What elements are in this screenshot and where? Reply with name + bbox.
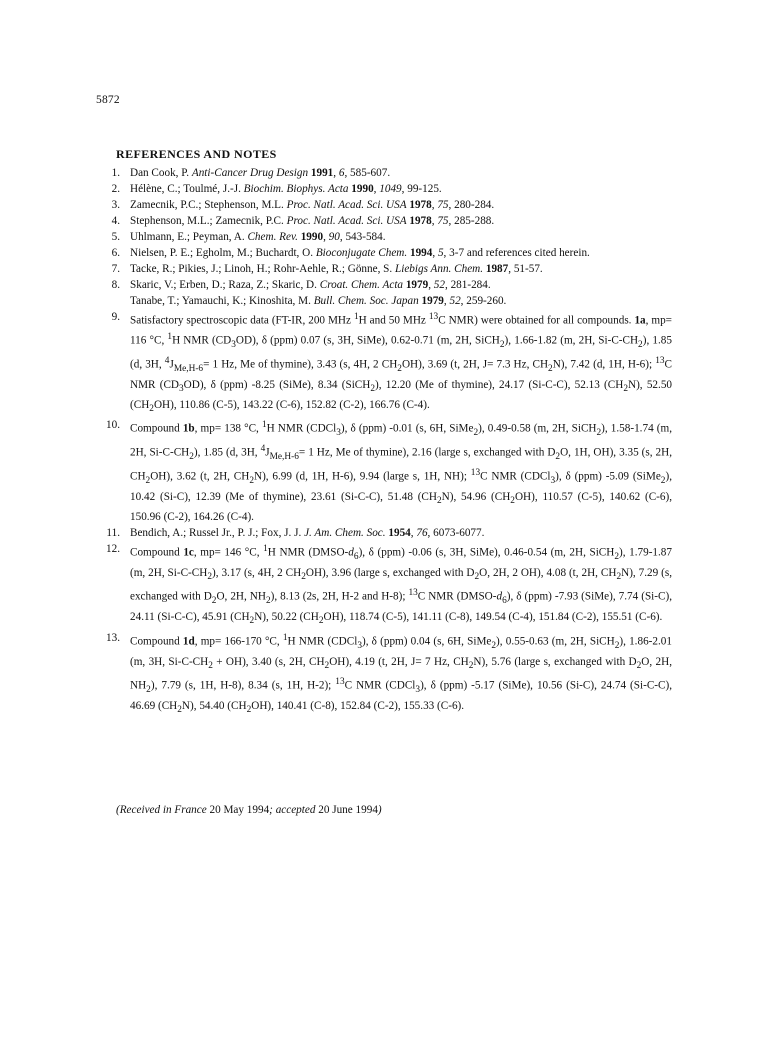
reference-fragment: 1978	[409, 215, 432, 227]
reference-fragment: 2	[614, 552, 620, 563]
reference-fragment: , 280-284.	[448, 199, 495, 211]
reference-fragment: 2	[555, 452, 561, 463]
reference-fragment: C NMR) were obtained for all compounds.	[438, 314, 635, 327]
accepted-date: 20 June 1994	[318, 804, 378, 816]
reference-fragment: 2	[660, 476, 666, 487]
reference-fragment: Chem. Rev.	[247, 231, 298, 243]
reference-number: 7.	[111, 263, 120, 275]
reference-fragment: 1978	[409, 199, 432, 211]
reference-fragment: 2	[370, 383, 376, 394]
reference-fragment: 2	[473, 428, 479, 439]
reference-fragment: J	[169, 358, 174, 371]
reference-fragment: Me,H-6	[269, 452, 299, 463]
reference-fragment: ), 1.86-2.01 (m, 3H, Si-C-CH	[130, 635, 672, 668]
reference-text	[130, 181, 672, 197]
reference-fragment: 4	[164, 355, 170, 366]
reference-text	[130, 261, 672, 277]
reference-fragment: 2	[265, 596, 271, 607]
reference-fragment: , 99-125.	[401, 183, 442, 195]
reference-fragment: 1987	[485, 263, 509, 275]
reference-fragment: 1	[167, 331, 173, 342]
reference-item	[106, 630, 673, 718]
reference-item	[111, 277, 672, 293]
reference-fragment: C NMR (CDCl	[344, 679, 416, 692]
reference-fragment: J	[265, 446, 270, 459]
reference-fragment: 75	[437, 199, 449, 211]
received-footer	[116, 804, 382, 816]
reference-fragment: H NMR (CD	[172, 334, 232, 347]
reference-fragment: N), 54.96 (CH	[441, 491, 511, 504]
reference-number: 3.	[111, 199, 120, 211]
reference-text	[130, 309, 672, 417]
reference-item	[111, 261, 672, 277]
reference-fragment: 2	[149, 404, 154, 415]
reference-fragment: 52	[433, 279, 445, 291]
reference-fragment: 2	[324, 660, 330, 671]
reference-fragment: 5	[437, 247, 444, 259]
reference-fragment: 3	[336, 428, 341, 439]
reference-fragment: Tacke, R.; Pikies, J.; Linoh, H.; Rohr-Aehle, R.; Gönne, S.	[130, 263, 395, 275]
reference-fragment: O, 2H, NH	[216, 591, 266, 604]
reference-fragment: 1954	[388, 527, 411, 540]
reference-fragment: H NMR (DMSO-	[267, 547, 349, 560]
reference-fragment: ,	[410, 527, 417, 540]
reference-fragment: C NMR (CDCl	[480, 470, 551, 483]
reference-item	[111, 197, 672, 213]
reference-fragment: 2	[638, 339, 643, 350]
reference-fragment: Satisfactory spectroscopic data (FT-IR, 200 MHz	[130, 314, 354, 327]
reference-number: 9.	[111, 311, 120, 323]
reference-fragment: Compound	[130, 635, 183, 648]
reference-text	[130, 277, 672, 293]
reference-number: 5.	[111, 231, 120, 243]
reference-fragment: 1	[261, 420, 267, 431]
reference-fragment: 3	[415, 684, 421, 695]
reference-fragment: , mp= 146 °C,	[193, 547, 264, 560]
reference-fragment: 2	[436, 496, 442, 507]
reference-number: 10.	[106, 419, 120, 432]
reference-fragment: 2	[614, 640, 620, 651]
reference-fragment: ,	[431, 199, 438, 211]
reference-fragment: N), 5.76 (large s, exchanged with D	[473, 655, 637, 668]
reference-fragment: 1	[263, 544, 268, 555]
reference-fragment: 2	[397, 363, 402, 374]
reference-fragment: 13	[335, 676, 345, 687]
reference-fragment: 1991	[310, 167, 334, 179]
reference-fragment: 2	[177, 705, 182, 716]
accepted-prefix: ; accepted	[269, 804, 316, 816]
reference-fragment: Bioconjugate Chem.	[315, 247, 408, 259]
reference-fragment: 2	[189, 452, 194, 463]
reference-fragment: 4	[260, 444, 266, 455]
reference-fragment: 13	[470, 468, 481, 479]
reference-fragment: 2	[207, 572, 212, 583]
reference-fragment: OH), 140.41 (C-8), 152.84 (C-2), 155.33 (C-6).	[251, 699, 465, 712]
reference-fragment: ), 0.55-0.63 (m, 2H, SiCH	[496, 635, 615, 648]
reference-fragment: 2	[623, 383, 628, 394]
reference-fragment: 2	[246, 705, 252, 716]
reference-fragment: Skaric, V.; Erben, D.; Raza, Z.; Skaric, D.	[130, 279, 320, 291]
reference-fragment: 1990	[300, 231, 324, 243]
reference-fragment: = 1 Hz, Me of thymine), 3.43 (s, 4H, 2 CH	[203, 358, 398, 371]
reference-fragment: O, 1H, OH), 3.35 (s, 2H, CH	[130, 446, 673, 483]
reference-fragment: ), 0.49-0.58 (m, 2H, SiCH	[478, 422, 597, 435]
reference-fragment: 2	[249, 476, 254, 487]
reference-fragment: 2	[301, 572, 306, 583]
reference-text	[130, 525, 672, 541]
reference-fragment: ), δ (ppm) -0.06 (s, 3H, SiMe), 0.46-0.54 (m, 2H, SiCH	[358, 547, 615, 560]
reference-fragment: , 281-284.	[444, 279, 491, 291]
reference-text	[130, 197, 672, 213]
received-prefix: (Received in France	[116, 804, 207, 816]
reference-fragment: Zamecnik, P.C.; Stephenson, M.L.	[130, 199, 287, 211]
reference-fragment: 1994	[409, 247, 433, 259]
reference-item	[106, 525, 672, 541]
reference-fragment: , 51-57.	[508, 263, 543, 275]
reference-fragment: Hélène, C.; Toulmé, J.-J.	[130, 183, 244, 195]
reference-item	[111, 181, 672, 197]
reference-fragment: 2	[208, 660, 213, 671]
reference-fragment: 1c	[183, 547, 194, 560]
reference-item	[111, 165, 672, 181]
reference-text	[130, 293, 672, 309]
reference-fragment: N), 7.29 (s, exchanged with D	[130, 567, 673, 604]
reference-fragment: 2	[510, 496, 515, 507]
reference-item	[106, 541, 673, 629]
reference-number: 8.	[111, 279, 120, 291]
reference-fragment: O, 2H, NH	[130, 655, 673, 692]
reference-fragment: + OH), 3.40 (s, 2H, CH	[212, 655, 325, 668]
reference-number: 12.	[106, 543, 120, 556]
reference-item	[116, 293, 672, 309]
references-section	[106, 146, 673, 718]
reference-fragment: OH), 3.69 (t, 2H, J= 7.3 Hz, CH	[401, 358, 549, 371]
reference-fragment: Proc. Natl. Acad. Sci. USA	[286, 215, 407, 227]
reference-fragment: Dan Cook, P.	[130, 167, 192, 179]
reference-fragment: Compound	[130, 547, 184, 560]
reference-fragment: 75	[437, 215, 449, 227]
reference-fragment: 2	[145, 476, 151, 487]
reference-fragment: Nielsen, P. E.; Egholm, M.; Buchardt, O.	[130, 247, 316, 259]
reference-fragment: OD), δ (ppm) 0.07 (s, 3H, SiMe), 0.62-0.71 (m, 2H, SiCH	[235, 334, 500, 347]
reference-fragment: 2	[616, 572, 622, 583]
reference-fragment: , 6073-6077.	[427, 527, 485, 540]
reference-fragment: 6	[338, 167, 345, 179]
reference-fragment: 3	[179, 383, 184, 394]
received-date: 20 May 1994	[209, 804, 270, 816]
reference-fragment: H NMR (CDCl	[287, 635, 358, 648]
reference-fragment: 2	[318, 616, 324, 627]
reference-fragment: OH), 110.57 (C-5), 140.62 (C-6), 150.96 (C-2), 164.26 (C-4).	[130, 491, 673, 524]
reference-fragment: ,	[443, 295, 450, 307]
reference-fragment: Me,H-6	[173, 363, 204, 374]
reference-fragment: 1b	[182, 422, 195, 435]
reference-fragment: Liebigs Ann. Chem.	[394, 263, 484, 275]
reference-fragment: 1979	[405, 279, 429, 291]
reference-fragment: ), 1.58-1.74 (m, 2H, Si-C-CH	[130, 422, 672, 459]
reference-fragment: ,	[432, 247, 438, 259]
reference-fragment: 1d	[182, 635, 195, 648]
reference-fragment: 2	[499, 339, 505, 350]
reference-fragment: ), 3.17 (s, 4H, 2 CH	[212, 567, 302, 580]
reference-fragment: N), 7.42 (d, 1H, H-6);	[552, 358, 656, 371]
reference-fragment: C NMR (DMSO-	[417, 591, 497, 604]
reference-fragment: 3	[231, 339, 236, 350]
reference-item	[111, 309, 673, 417]
reference-fragment: 2	[491, 640, 497, 651]
reference-fragment: ,	[333, 167, 339, 179]
reference-fragment: OH), 118.74 (C-5), 141.11 (C-8), 149.54 (C-4), 151.84 (C-2), 155.51 (C-6).	[323, 611, 663, 624]
reference-fragment: 13	[408, 588, 418, 599]
reference-number: 13.	[106, 631, 120, 644]
reference-fragment: 3	[550, 476, 556, 487]
reference-fragment: Biochim. Biophys. Acta	[243, 183, 349, 195]
reference-fragment: ,	[431, 215, 438, 227]
reference-fragment: Uhlmann, E.; Peyman, A.	[130, 231, 248, 243]
reference-fragment: ), δ (ppm) -0.01 (s, 6H, SiMe	[340, 422, 474, 435]
reference-fragment: 13	[655, 355, 665, 366]
reference-fragment: , 3-7 and references cited herein.	[443, 247, 590, 259]
reference-fragment: 2	[636, 660, 642, 671]
reference-item	[106, 417, 673, 525]
reference-number: 6.	[111, 247, 120, 259]
reference-item	[111, 229, 672, 245]
reference-fragment: 1049	[379, 183, 402, 195]
reference-fragment: ), δ (ppm) -5.17 (SiMe), 10.56 (Si-C), 24.74 (Si-C-C), 46.69 (CH	[130, 679, 672, 712]
reference-fragment: , 543-584.	[339, 231, 386, 243]
reference-fragment: N), 52.50 (CH	[130, 378, 673, 411]
reference-fragment: ), δ (ppm) 0.04 (s, 6H, SiMe	[361, 635, 492, 648]
reference-fragment: ), 12.20 (Me of thymine), 24.17 (Si-C-C), 52.13 (CH	[375, 378, 624, 391]
reference-fragment: H and 50 MHz	[358, 314, 429, 327]
reference-fragment: Anti-Cancer Drug Design	[191, 167, 309, 179]
reference-fragment: ,	[323, 231, 329, 243]
reference-fragment: , mp= 166-170 °C,	[194, 635, 283, 648]
reference-number: 1.	[111, 167, 120, 179]
reference-item	[111, 245, 672, 261]
reference-list	[106, 165, 673, 718]
reference-fragment: 2	[146, 684, 151, 695]
page-number: 5872	[96, 94, 120, 106]
reference-fragment: OD), δ (ppm) -8.25 (SiMe), 8.34 (SiCH	[183, 378, 371, 391]
reference-fragment: 3	[357, 640, 362, 651]
reference-item	[111, 213, 672, 229]
reference-fragment: C NMR (CD	[130, 358, 672, 391]
reference-fragment: ), 10.42 (Si-C), 12.39 (Me of thymine), 23.61 (Si-C-C), 51.48 (CH	[130, 470, 672, 504]
reference-fragment: , mp= 138 °C,	[194, 422, 262, 435]
reference-fragment: Tanabe, T.; Yamauchi, K.; Kinoshita, M.	[130, 295, 314, 307]
reference-text	[130, 541, 672, 629]
reference-fragment: 76	[416, 527, 428, 540]
reference-fragment: ), δ (ppm) -7.93 (SiMe), 7.74 (Si-C), 24.11 (Si-C-C), 45.91 (CH	[130, 591, 672, 624]
reference-fragment: ), δ (ppm) -5.09 (SiMe	[555, 470, 661, 483]
reference-fragment: 1	[353, 312, 359, 322]
reference-fragment: 2	[474, 572, 480, 583]
reference-fragment: 1	[282, 632, 288, 643]
reference-number: 2.	[111, 183, 120, 195]
reference-fragment: ), 7.79 (s, 1H, H-8), 8.34 (s, 1H, H-2);	[150, 679, 336, 692]
reference-fragment: 2	[211, 596, 217, 607]
reference-fragment: ), 1.85 (d, 3H,	[130, 334, 672, 371]
reference-fragment: 2	[468, 660, 474, 671]
reference-fragment: , 585-607.	[344, 167, 391, 179]
reference-fragment: OH), 110.86 (C-5), 143.22 (C-6), 152.82 (C-2), 166.76 (C-4).	[153, 398, 430, 411]
reference-fragment: ,	[428, 279, 434, 291]
reference-fragment: OH), 3.62 (t, 2H, CH	[150, 470, 250, 483]
reference-fragment: ), 1.85 (d, 3H,	[193, 446, 261, 459]
reference-fragment: , 259-260.	[460, 295, 507, 307]
reference-fragment: d	[496, 591, 503, 604]
reference-fragment: Stephenson, M.L.; Zamecnik, P.C.	[130, 215, 287, 227]
reference-fragment: Compound	[130, 422, 183, 435]
reference-fragment: N), 50.22 (CH	[254, 611, 319, 624]
reference-fragment: 90	[328, 231, 340, 243]
reference-fragment: 1a	[634, 314, 646, 327]
reference-fragment: Bendich, A.; Russel Jr., P. J.; Fox, J. J.	[130, 527, 305, 540]
reference-fragment: ), 1.79-1.87 (m, 2H, Si-C-CH	[130, 547, 672, 580]
reference-fragment: Croat. Chem. Acta	[319, 279, 404, 291]
reference-text	[130, 630, 672, 718]
reference-fragment: 6	[502, 596, 507, 607]
reference-fragment: 1979	[421, 295, 444, 307]
reference-fragment: 2	[596, 428, 602, 439]
reference-fragment: 2	[548, 363, 553, 374]
reference-number: 11.	[106, 527, 120, 540]
reference-fragment: d	[348, 547, 354, 560]
reference-fragment: 1990	[351, 183, 374, 195]
reference-text	[130, 229, 672, 245]
reference-fragment: OH), 4.19 (t, 2H, J= 7 Hz, CH	[329, 655, 469, 668]
reference-fragment: N), 54.40 (CH	[181, 699, 247, 712]
reference-text	[130, 165, 672, 181]
reference-fragment: Proc. Natl. Acad. Sci. USA	[286, 199, 407, 211]
reference-fragment: 6	[353, 552, 359, 563]
reference-fragment: J. Am. Chem. Soc.	[304, 527, 386, 540]
reference-fragment: , mp= 116 °C,	[130, 314, 672, 347]
footer-suffix: )	[377, 804, 382, 816]
reference-fragment: 13	[428, 312, 439, 322]
reference-number: 4.	[111, 215, 120, 227]
reference-fragment: 2	[249, 616, 255, 627]
reference-fragment: ), 1.66-1.82 (m, 2H, Si-C-CH	[504, 334, 639, 347]
reference-fragment: ), 8.13 (2s, 2H, H-2 and H-8);	[270, 591, 409, 604]
reference-fragment: 52	[449, 295, 461, 307]
reference-fragment: , 285-288.	[448, 215, 495, 227]
reference-fragment: ,	[373, 183, 380, 195]
reference-text	[130, 245, 672, 261]
reference-fragment: O, 2H, 2 OH), 4.08 (t, 2H, CH	[479, 567, 617, 580]
reference-fragment: H NMR (CDCl	[266, 422, 337, 435]
section-heading: REFERENCES AND NOTES	[116, 147, 277, 161]
reference-fragment: = 1 Hz, Me of thymine), 2.16 (large s, exchanged with D	[298, 446, 556, 459]
reference-fragment: N), 6.99 (d, 1H, H-6), 9.94 (large s, 1H, NH);	[254, 470, 471, 483]
reference-text	[130, 417, 672, 525]
reference-text	[130, 213, 672, 229]
reference-fragment: Bull. Chem. Soc. Japan	[313, 295, 419, 307]
reference-fragment: OH), 3.96 (large s, exchanged with D	[305, 567, 475, 580]
